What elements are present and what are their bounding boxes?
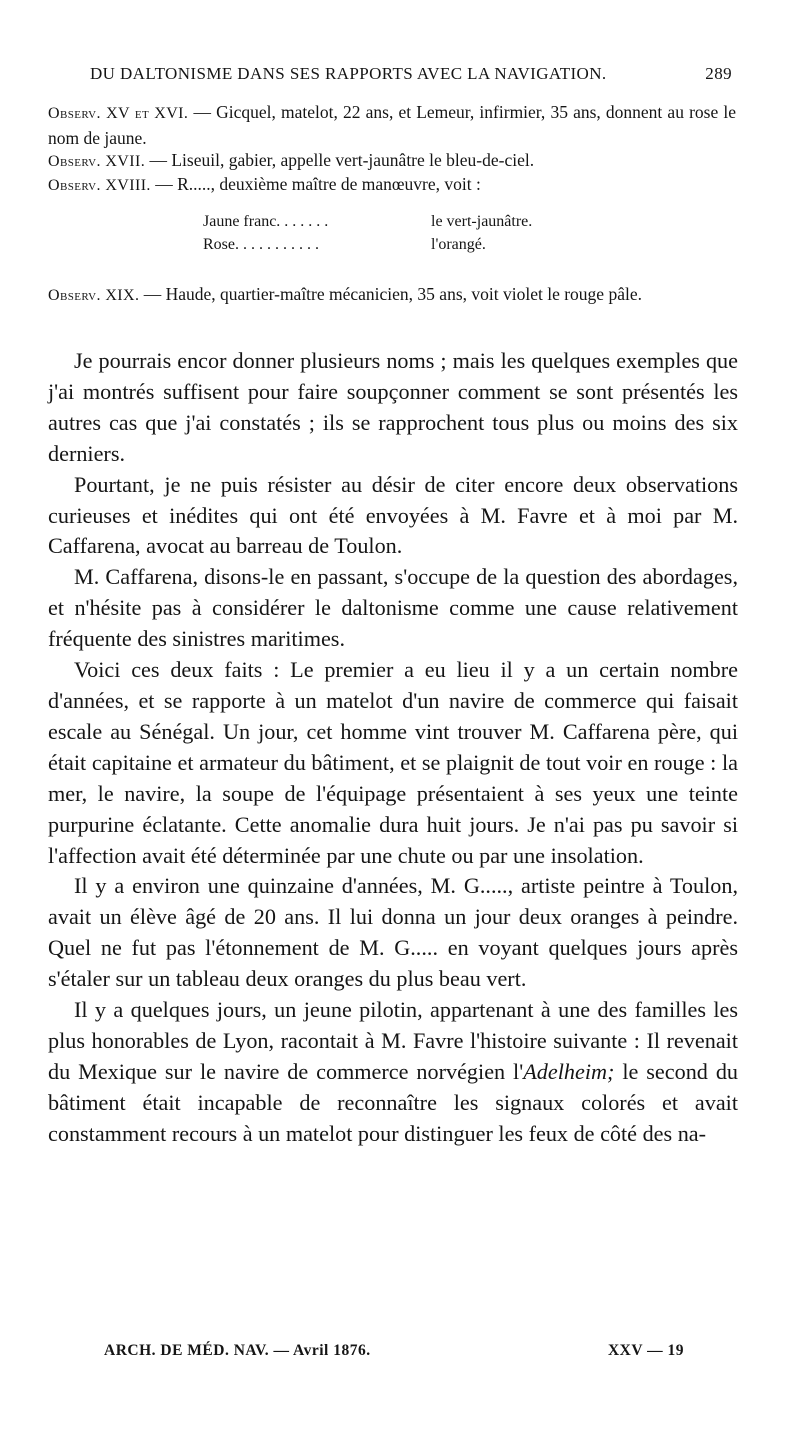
table-row <box>203 210 532 233</box>
paragraph-text: Il y a quelques jours, un jeune pilotin, appartenant à une des familles les plus honorables de Lyon, racontait à M. Favre l'histoire suivante : Il revenait du Mexique sur le navire de commerce norvégien l' <box>48 997 738 1084</box>
table-cell-left: Rose. . . . . . . . . . . <box>203 236 319 253</box>
observation-15-16 <box>48 100 736 150</box>
observation-label: Observ. XIX. <box>48 287 140 304</box>
table-cell-right: le vert-jaunâtre. <box>431 213 533 230</box>
table-row <box>203 233 532 256</box>
body-text <box>48 346 738 1150</box>
paragraph-text: le second du bâtiment était incapable de reconnaître les signaux colorés et avait constamment recours à un matelot pour distinguer les feux de côté des na- <box>48 1058 739 1146</box>
paragraph: Il y a environ une quinzaine d'années, M. G....., artiste peintre à Toulon, avait un élève âgé de 20 ans. Il lui donna un jour deux oranges à peindre. Quel ne fut pas l'étonnement de M. G..... en voyant quelques jours après s'étaler sur un tableau deux oranges du plus beau vert. <box>48 873 738 992</box>
paragraph: M. Caffarena, disons-le en passant, s'occupe de la question des abordages, et n'hésite pas à considérer le daltonisme comme une cause relativement fréquente des sinistres maritimes. <box>48 564 738 652</box>
color-confusion-table <box>203 210 532 256</box>
footer-journal: ARCH. DE MÉD. NAV. — Avril 1876. <box>104 1342 371 1359</box>
table-cell-right: l'orangé. <box>431 236 486 253</box>
observation-label: Observ. XVII. <box>48 153 146 170</box>
page-number: 289 <box>705 64 732 83</box>
paragraph <box>48 995 738 1150</box>
observation-text: — Liseuil, gabier, appelle vert-jaunâtre le bleu-de-ciel. <box>145 150 535 170</box>
running-header <box>48 64 740 90</box>
ship-name: Adelheim; <box>523 1058 615 1084</box>
observation-label: Observ. XVIII. <box>48 177 151 194</box>
observation-19 <box>48 282 736 308</box>
observation-text: — Gicquel, matelot, 22 ans, et Lemeur, infirmier, 35 ans, donnent au rose le nom de jaune. <box>48 102 736 148</box>
observation-label: Observ. XV et XVI. <box>48 105 189 122</box>
paragraph: Je pourrais encor donner plusieurs noms ; mais les quelques exemples que j'ai montrés suffisent pour faire soupçonner comment se sont présentés les autres cas que j'ai constatés ; ils se rapprochent tous plus ou moins des six derniers. <box>48 348 738 466</box>
table-cell-left: Jaune franc. . . . . . . <box>203 213 329 230</box>
observation-18 <box>48 172 736 198</box>
paragraph: Pourtant, je ne puis résister au désir de citer encore deux observations curieuses et inédites qui ont été envoyées à M. Favre et à moi par M. Caffarena, avocat au barreau de Toulon. <box>48 471 738 559</box>
observation-text: — R....., deuxième maître de manœuvre, voit : <box>150 174 481 194</box>
book-page <box>48 0 740 1431</box>
paragraph: Voici ces deux faits : Le premier a eu lieu il y a un certain nombre d'années, et se rapporte à un matelot d'un navire de commerce qui faisait escale au Sénégal. Un jour, cet homme vint trouver M. Caffarena père, qui était capitaine et armateur du bâtiment, et se plaignit de tout voir en rouge : la mer, le navire, la soupe de l'équipage présentaient à ses yeux une teinte purpurine éclatante. Cette anomalie dura huit jours. Je n'ai pas pu savoir si l'affection avait été déterminée par une chute ou par une insolation. <box>48 657 738 868</box>
running-title: DU DALTONISME DANS SES RAPPORTS AVEC LA NAVIGATION. <box>90 64 607 83</box>
footer-signature: XXV — 19 <box>607 1342 684 1359</box>
observation-17 <box>48 148 736 174</box>
observation-text: — Haude, quartier-maître mécanicien, 35 ans, voit violet le rouge pâle. <box>139 284 642 304</box>
